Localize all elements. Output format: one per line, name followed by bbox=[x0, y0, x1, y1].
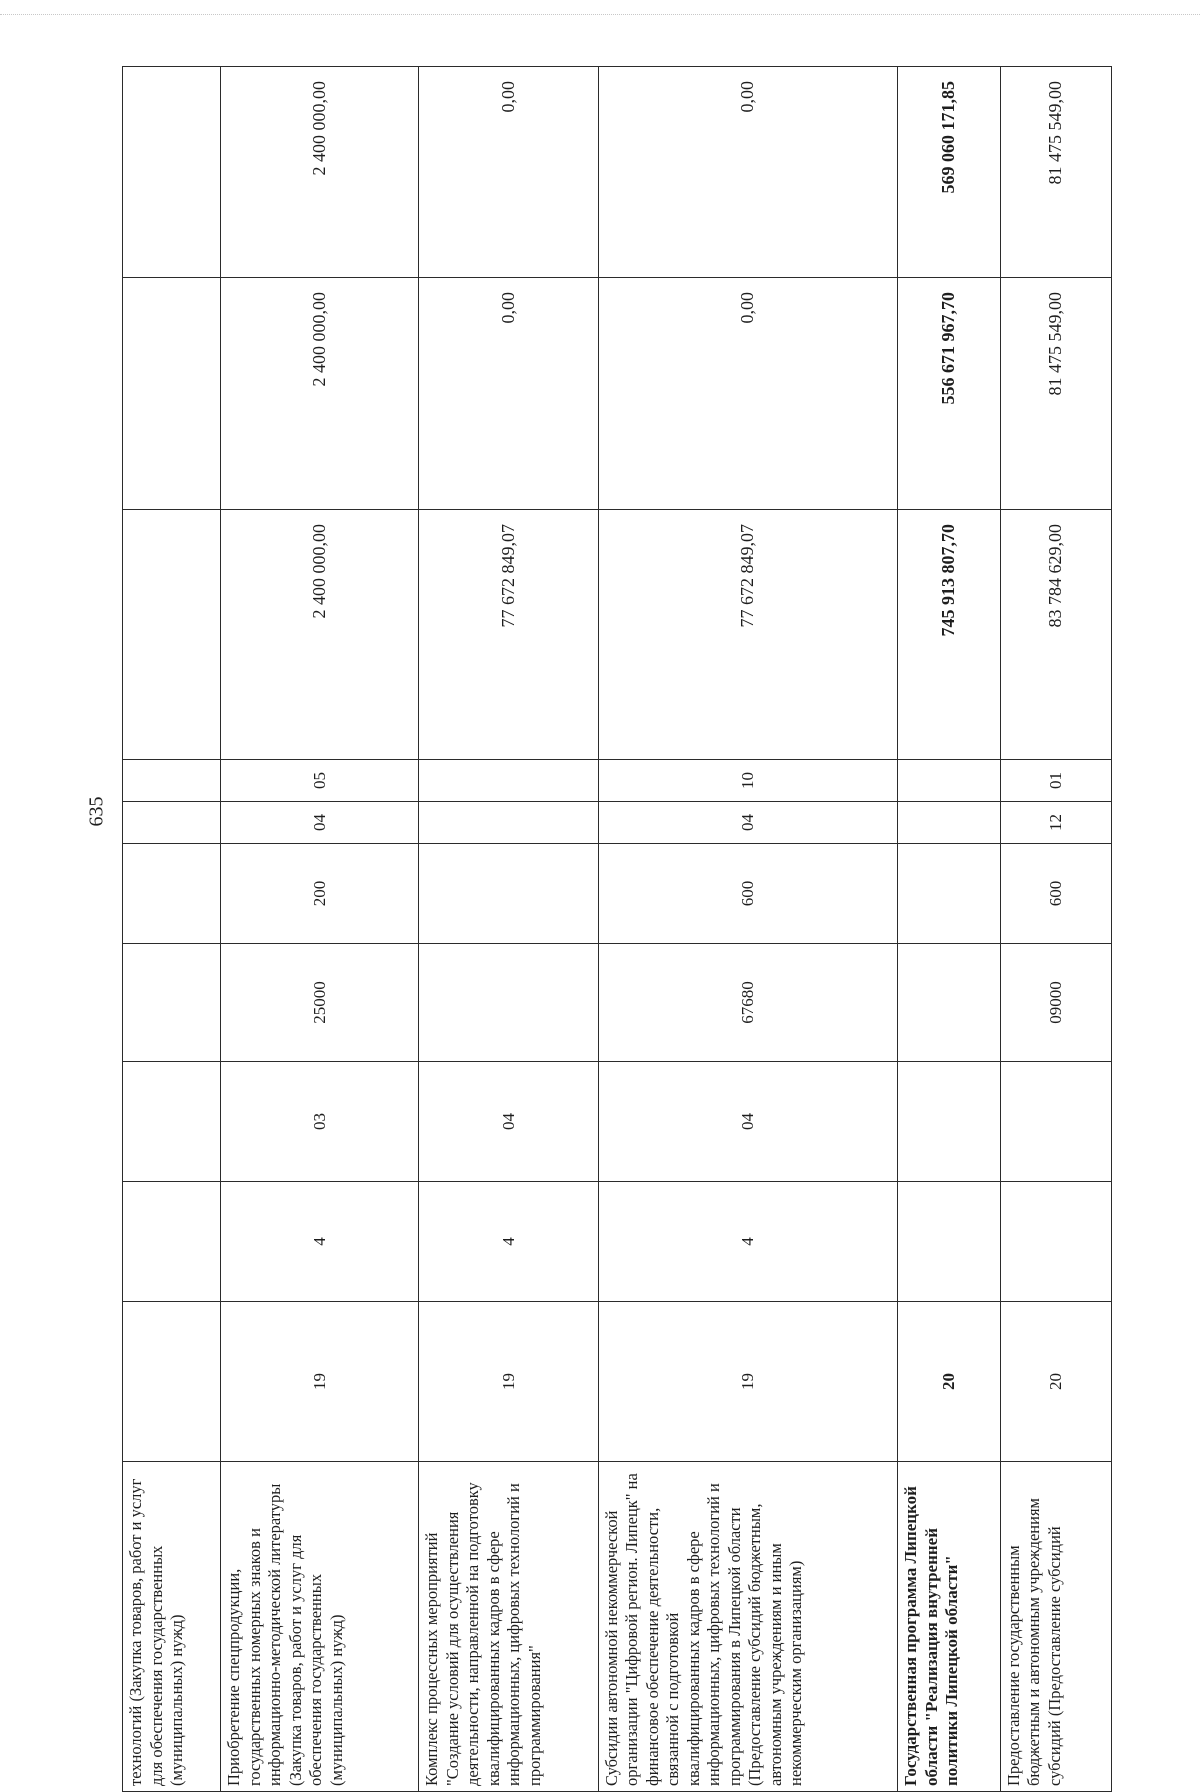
section-cell: 04 bbox=[598, 802, 897, 844]
amount-year2-cell bbox=[123, 278, 221, 510]
program-code-cell: 20 bbox=[1000, 1302, 1111, 1462]
budget-table-rotated bbox=[122, 67, 1112, 1792]
amount-year3-cell: 0,00 bbox=[419, 67, 599, 278]
subsection-cell bbox=[419, 760, 599, 802]
section-cell: 04 bbox=[221, 802, 419, 844]
amount-year2-cell: 0,00 bbox=[419, 278, 599, 510]
amount-year1-cell: 77 672 849,07 bbox=[598, 510, 897, 760]
subprogram-code-cell bbox=[1000, 1062, 1111, 1182]
amount-year3-cell: 0,00 bbox=[598, 67, 897, 278]
amount-year3-cell: 569 060 171,85 bbox=[898, 67, 1001, 278]
subprogram-code-cell bbox=[898, 1062, 1001, 1182]
budget-table bbox=[122, 66, 1112, 1792]
scan-edge bbox=[0, 0, 1200, 15]
subsection-cell bbox=[898, 760, 1001, 802]
row-name-cell: Предоставление государственным бюджетным и автономным учреждениям субсидий (Предоставление субсидий bbox=[1000, 1462, 1111, 1792]
amount-year2-cell: 556 671 967,70 bbox=[898, 278, 1001, 510]
amount-year1-cell: 77 672 849,07 bbox=[419, 510, 599, 760]
type-code-cell: 4 bbox=[221, 1182, 419, 1302]
direction-code-cell bbox=[123, 944, 221, 1062]
table-row bbox=[598, 67, 897, 1792]
type-code-cell: 4 bbox=[598, 1182, 897, 1302]
direction-code-cell: 09000 bbox=[1000, 944, 1111, 1062]
expense-type-cell bbox=[898, 844, 1001, 944]
amount-year2-cell: 0,00 bbox=[598, 278, 897, 510]
page-number: 635 bbox=[85, 796, 108, 827]
table-row bbox=[898, 67, 1001, 1792]
amount-year2-cell: 81 475 549,00 bbox=[1000, 278, 1111, 510]
section-cell bbox=[123, 802, 221, 844]
amount-year1-cell: 745 913 807,70 bbox=[898, 510, 1001, 760]
table-row bbox=[123, 67, 221, 1792]
subsection-cell: 10 bbox=[598, 760, 897, 802]
amount-year3-cell: 2 400 000,00 bbox=[221, 67, 419, 278]
program-code-cell: 19 bbox=[598, 1302, 897, 1462]
expense-type-cell: 600 bbox=[598, 844, 897, 944]
subsection-cell bbox=[123, 760, 221, 802]
direction-code-cell bbox=[898, 944, 1001, 1062]
program-code-cell bbox=[123, 1302, 221, 1462]
direction-code-cell bbox=[419, 944, 599, 1062]
subprogram-code-cell bbox=[123, 1062, 221, 1182]
amount-year2-cell: 2 400 000,00 bbox=[221, 278, 419, 510]
subprogram-code-cell: 04 bbox=[598, 1062, 897, 1182]
expense-type-cell bbox=[123, 844, 221, 944]
program-code-cell: 19 bbox=[221, 1302, 419, 1462]
direction-code-cell: 25000 bbox=[221, 944, 419, 1062]
row-name-cell: технологий (Закупка товаров, работ и услуг для обеспечения государственных (муниципальных) нужд) bbox=[123, 1462, 221, 1792]
row-name-cell: Приобретение спецпродукции, государственных номерных знаков и информационно-методической литературы (Закупка товаров, работ и услуг для обеспечения государственных (муниципальных) нужд) bbox=[221, 1462, 419, 1792]
type-code-cell bbox=[898, 1182, 1001, 1302]
table-row bbox=[221, 67, 419, 1792]
program-code-cell: 20 bbox=[898, 1302, 1001, 1462]
row-name-cell: Комплекс процессных мероприятий "Создание условий для осуществления деятельности, направленной на подготовку квалифицированных кадров в сфере информационных, цифровых технологий и программирования" bbox=[419, 1462, 599, 1792]
subprogram-code-cell: 04 bbox=[419, 1062, 599, 1182]
type-code-cell: 4 bbox=[419, 1182, 599, 1302]
table-row bbox=[1000, 67, 1111, 1792]
row-name-cell: Субсидии автономной некоммерческой организации "Цифровой регион. Липецк" на финансовое обеспечение деятельности, связанной с подготовкой квалифицированных кадров в сфере информационных, цифровых технологий и программирования в Липецкой области (Предоставление субсидий бюджетным, автономным учреждениям и иным некоммерческим организациям) bbox=[598, 1462, 897, 1792]
table-row bbox=[419, 67, 599, 1792]
amount-year1-cell: 2 400 000,00 bbox=[221, 510, 419, 760]
subprogram-code-cell: 03 bbox=[221, 1062, 419, 1182]
amount-year1-cell: 83 784 629,00 bbox=[1000, 510, 1111, 760]
subsection-cell: 05 bbox=[221, 760, 419, 802]
expense-type-cell: 200 bbox=[221, 844, 419, 944]
amount-year3-cell bbox=[123, 67, 221, 278]
row-name-cell: Государственная программа Липецкой области "Реализация внутренней политики Липецкой области" bbox=[898, 1462, 1001, 1792]
section-cell bbox=[898, 802, 1001, 844]
type-code-cell bbox=[1000, 1182, 1111, 1302]
subsection-cell: 01 bbox=[1000, 760, 1111, 802]
expense-type-cell: 600 bbox=[1000, 844, 1111, 944]
program-code-cell: 19 bbox=[419, 1302, 599, 1462]
section-cell: 12 bbox=[1000, 802, 1111, 844]
amount-year3-cell: 81 475 549,00 bbox=[1000, 67, 1111, 278]
expense-type-cell bbox=[419, 844, 599, 944]
table-body bbox=[123, 67, 1112, 1792]
direction-code-cell: 67680 bbox=[598, 944, 897, 1062]
amount-year1-cell bbox=[123, 510, 221, 760]
type-code-cell bbox=[123, 1182, 221, 1302]
section-cell bbox=[419, 802, 599, 844]
